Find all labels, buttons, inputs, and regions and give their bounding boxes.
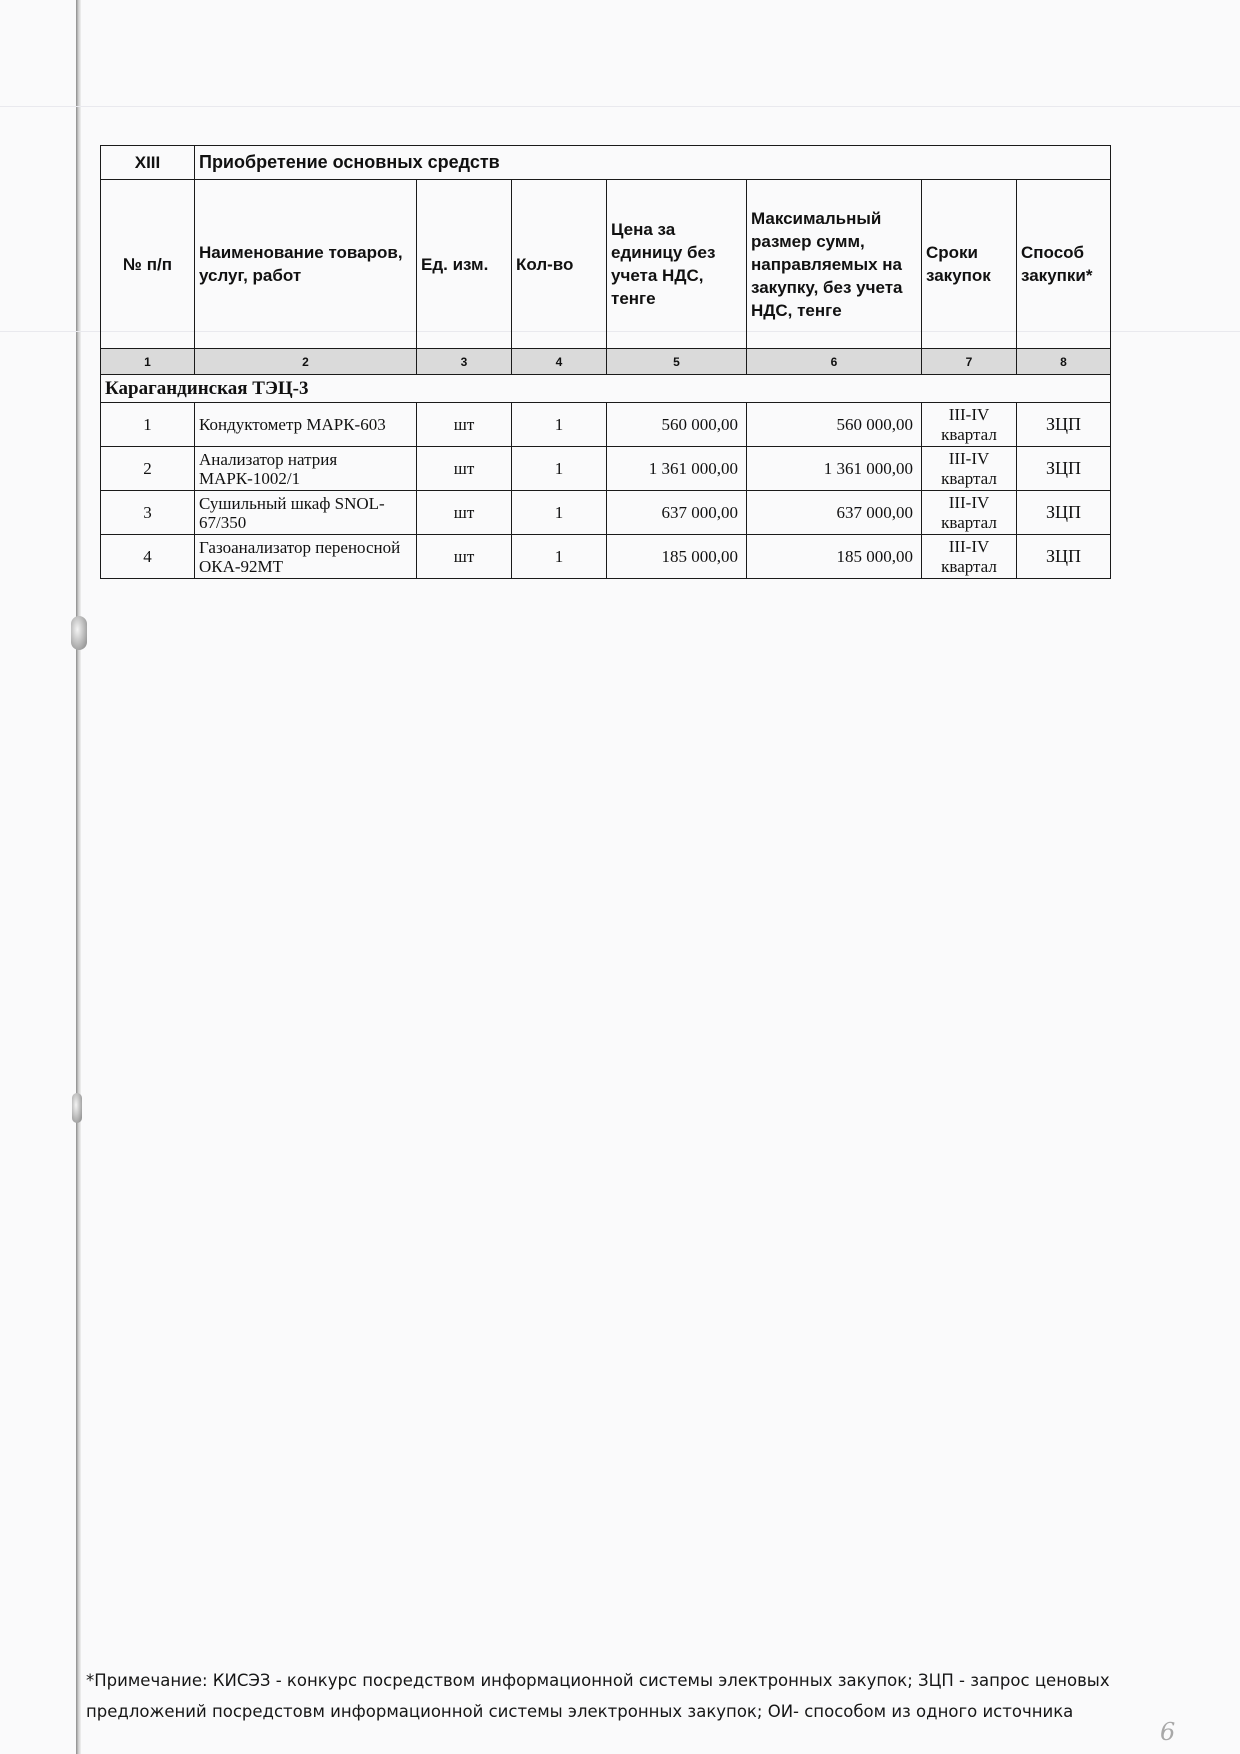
header-col-period: Сроки закупок bbox=[922, 180, 1017, 349]
header-col-unit-price: Цена за единицу без учета НДС, тенге bbox=[607, 180, 747, 349]
scan-artifact-line bbox=[0, 106, 1240, 107]
header-col-unit: Ед. изм. bbox=[417, 180, 512, 349]
row-period: III-IV квартал bbox=[922, 403, 1017, 447]
row-qty: 1 bbox=[512, 535, 607, 579]
organization-name: Карагандинская ТЭЦ-3 bbox=[101, 375, 1111, 403]
row-unit: шт bbox=[417, 535, 512, 579]
row-name: Анализатор натрия МАРК-1002/1 bbox=[195, 447, 417, 491]
column-number: 4 bbox=[512, 349, 607, 375]
row-qty: 1 bbox=[512, 491, 607, 535]
row-unit-price: 560 000,00 bbox=[607, 403, 747, 447]
page-number: 6 bbox=[1160, 1718, 1176, 1746]
row-method: ЗЦП bbox=[1017, 403, 1111, 447]
row-name: Кондуктометр МАРК-603 bbox=[195, 403, 417, 447]
punch-hole bbox=[71, 616, 87, 650]
organization-row bbox=[101, 375, 1111, 403]
row-name: Газоанализатор переносной ОКА-92МТ bbox=[195, 535, 417, 579]
row-qty: 1 bbox=[512, 403, 607, 447]
row-num: 4 bbox=[101, 535, 195, 579]
header-col-name: Наименование товаров, услуг, работ bbox=[195, 180, 417, 349]
row-unit-price: 637 000,00 bbox=[607, 491, 747, 535]
column-number: 2 bbox=[195, 349, 417, 375]
row-unit-price: 185 000,00 bbox=[607, 535, 747, 579]
row-unit: шт bbox=[417, 491, 512, 535]
row-unit-price: 1 361 000,00 bbox=[607, 447, 747, 491]
header-col-max-sum: Максимальный размер сумм, направляемых на закупку, без учета НДС, тенге bbox=[747, 180, 922, 349]
row-unit: шт bbox=[417, 447, 512, 491]
row-unit: шт bbox=[417, 403, 512, 447]
column-number: 6 bbox=[747, 349, 922, 375]
row-period: III-IV квартал bbox=[922, 447, 1017, 491]
row-period: III-IV квартал bbox=[922, 491, 1017, 535]
column-number-row bbox=[101, 349, 1111, 375]
header-row bbox=[101, 180, 1111, 349]
row-method: ЗЦП bbox=[1017, 535, 1111, 579]
procurement-table bbox=[100, 145, 1111, 579]
row-num: 1 bbox=[101, 403, 195, 447]
table-row bbox=[101, 491, 1111, 535]
column-number: 1 bbox=[101, 349, 195, 375]
column-number: 3 bbox=[417, 349, 512, 375]
row-qty: 1 bbox=[512, 447, 607, 491]
row-max-sum: 185 000,00 bbox=[747, 535, 922, 579]
column-number: 5 bbox=[607, 349, 747, 375]
row-method: ЗЦП bbox=[1017, 447, 1111, 491]
table-row bbox=[101, 403, 1111, 447]
row-max-sum: 637 000,00 bbox=[747, 491, 922, 535]
header-col-qty: Кол-во bbox=[512, 180, 607, 349]
footnote: *Примечание: КИСЭЗ - конкурс посредством информационной системы электронных закупок; ЗЦП - запрос ценовых предложений посредстовм информационной системы электронных закупок; ОИ- способом из одного источника bbox=[86, 1671, 1110, 1721]
section-title: Приобретение основных средств bbox=[195, 146, 1111, 180]
section-number: XIII bbox=[101, 146, 195, 180]
row-max-sum: 560 000,00 bbox=[747, 403, 922, 447]
column-number: 7 bbox=[922, 349, 1017, 375]
punch-hole bbox=[72, 1093, 82, 1123]
row-max-sum: 1 361 000,00 bbox=[747, 447, 922, 491]
table-row bbox=[101, 447, 1111, 491]
row-num: 2 bbox=[101, 447, 195, 491]
row-method: ЗЦП bbox=[1017, 491, 1111, 535]
table-row bbox=[101, 535, 1111, 579]
header-col-num: № п/п bbox=[101, 180, 195, 349]
section-row bbox=[101, 146, 1111, 180]
header-col-method: Способ закупки* bbox=[1017, 180, 1111, 349]
binding-edge bbox=[76, 0, 81, 1754]
column-number: 8 bbox=[1017, 349, 1111, 375]
row-period: III-IV квартал bbox=[922, 535, 1017, 579]
row-num: 3 bbox=[101, 491, 195, 535]
row-name: Сушильный шкаф SNOL-67/350 bbox=[195, 491, 417, 535]
